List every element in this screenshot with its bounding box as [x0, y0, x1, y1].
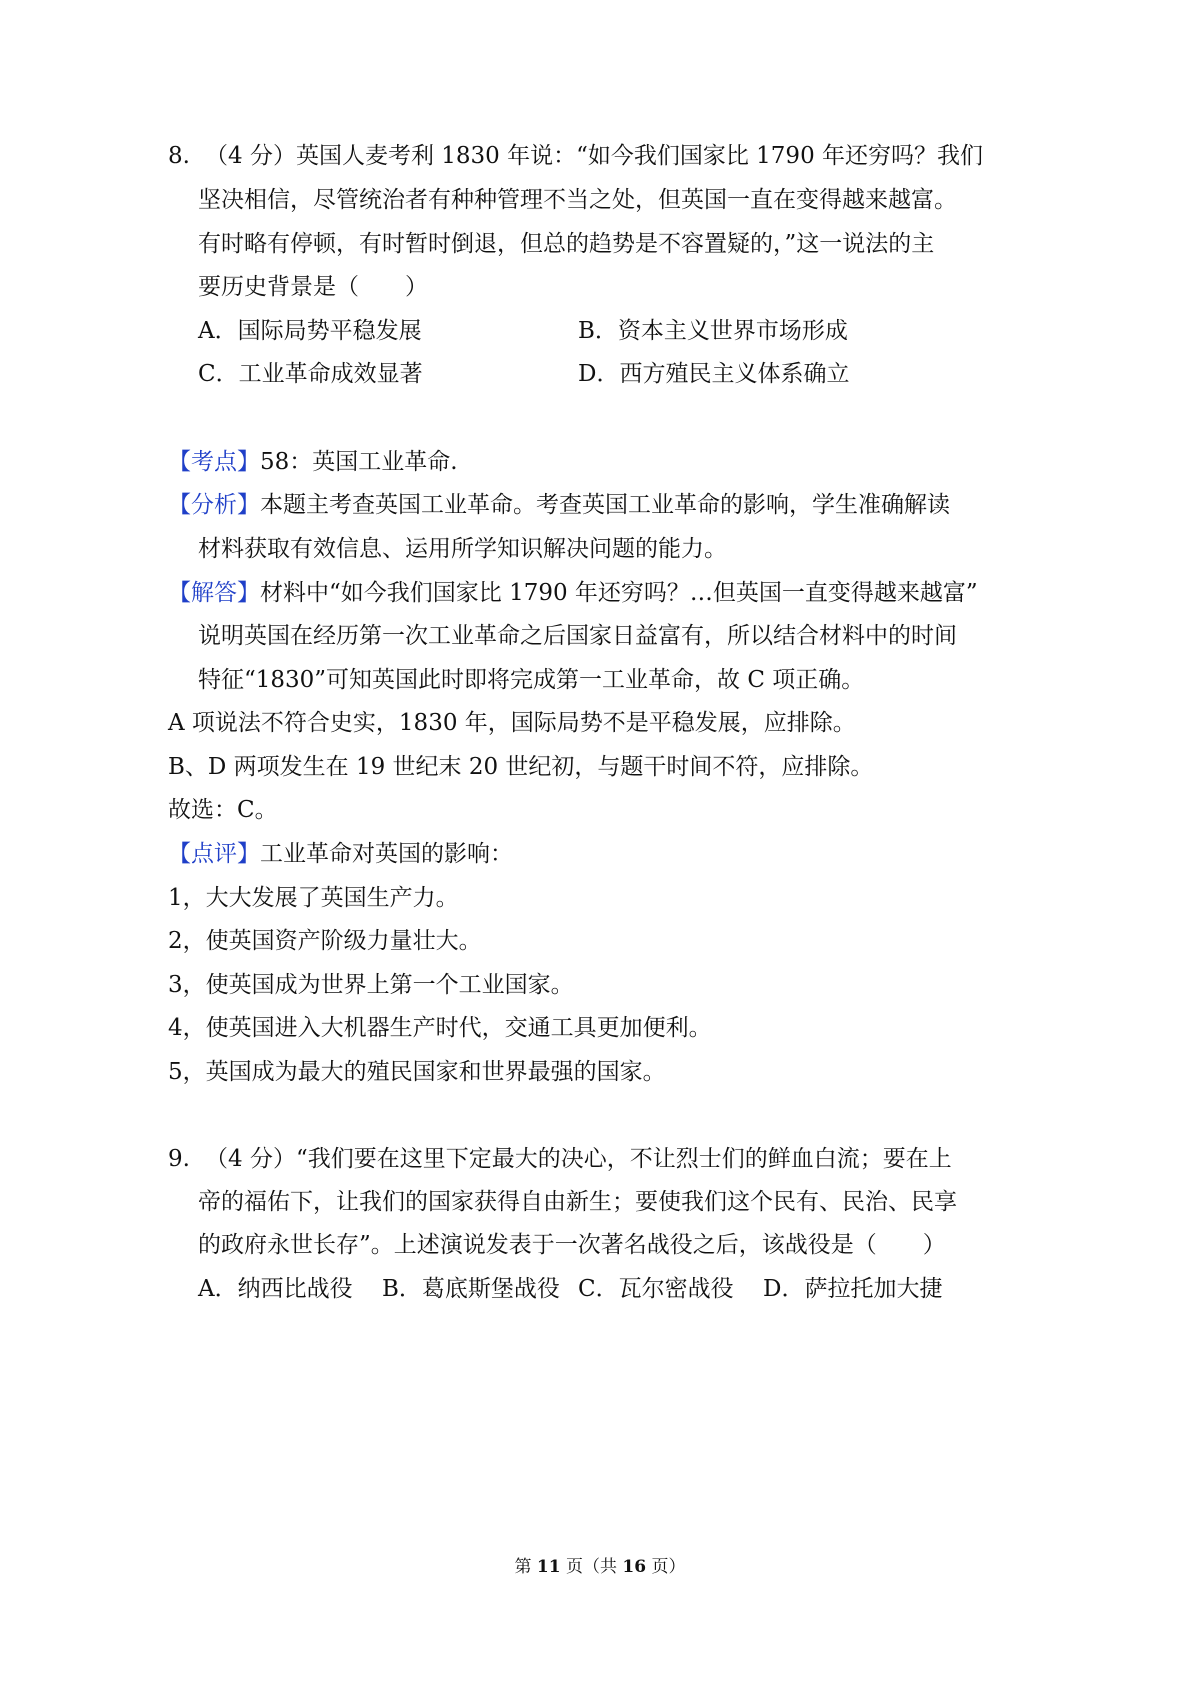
page-footer: [0, 1555, 1200, 1579]
jieda-text-2: 说明英国在经历第一次工业革命之后国家日益富有，所以结合材料中的时间: [198, 623, 957, 649]
fenxi-tag: 【分析】: [168, 492, 260, 518]
q8-option-b[interactable]: B．资本主义世界市场形成: [578, 318, 848, 344]
q9-stem-2: 帝的福佑下，让我们的国家获得自由新生；要使我们这个民有、民治、民享: [198, 1189, 957, 1215]
q8-stem-3: 有时略有停顿，有时暂时倒退，但总的趋势是不容置疑的，”这一说法的主: [198, 231, 935, 257]
q8-option-a[interactable]: A．国际局势平稳发展: [198, 318, 422, 344]
q9-option-b[interactable]: B．葛底斯堡战役: [382, 1276, 560, 1302]
q8-option-c[interactable]: C．工业革命成效显著: [198, 361, 423, 387]
q9-option-c[interactable]: C．瓦尔密战役: [578, 1276, 734, 1302]
kaodian-text: 58：英国工业革命.: [260, 449, 458, 475]
dianping-tag: 【点评】: [168, 841, 260, 867]
q9-stem-3: 的政府永世长存”。上述演说发表于一次著名战役之后，该战役是（ ）: [198, 1232, 946, 1258]
jieda-text-3: 特征“1830”可知英国此时即将完成第一工业革命，故 C 项正确。: [198, 667, 865, 693]
q9-stem-1: （4 分）“我们要在这里下定最大的决心，不让烈士们的鲜血白流；要在上: [205, 1146, 952, 1172]
q8-stem-4: 要历史背景是（ ）: [198, 274, 428, 300]
point-5-text: 5，英国成为最大的殖民国家和世界最强的国家。: [168, 1059, 666, 1085]
fenxi-text-1: 本题主考查英国工业革命。考查英国工业革命的影响，学生准确解读: [260, 492, 950, 518]
point-4-text: 4，使英国进入大机器生产时代，交通工具更加便利。: [168, 1015, 712, 1041]
q8-stem-2: 坚决相信，尽管统治者有种种管理不当之处，但英国一直在变得越来越富。: [198, 187, 957, 213]
q8-option-d[interactable]: D．西方殖民主义体系确立: [578, 361, 850, 387]
jieda-tag: 【解答】: [168, 580, 260, 606]
footer-total-pages: 16: [622, 1557, 647, 1577]
point-3-text: 3，使英国成为世界上第一个工业国家。: [168, 972, 574, 998]
q8-number: 8.: [168, 143, 190, 169]
analysis-bd-text: B、D 两项发生在 19 世纪末 20 世纪初，与题干时间不符，应排除。: [168, 754, 874, 780]
q9-option-d[interactable]: D．萨拉托加大捷: [763, 1276, 943, 1302]
jieda-text-1: 材料中“如今我们国家比 1790 年还穷吗？…但英国一直变得越来越富”: [260, 580, 978, 606]
answer-text: 故选：C。: [168, 797, 278, 823]
footer-page-number: 11: [536, 1557, 561, 1577]
dianping-text: 工业革命对英国的影响：: [260, 841, 513, 867]
footer-suffix: 页）: [646, 1557, 686, 1577]
footer-middle: 页（共: [560, 1557, 623, 1577]
q8-stem-1: （4 分）英国人麦考利 1830 年说：“如今我们国家比 1790 年还穷吗？我们: [205, 143, 984, 169]
point-2-text: 2，使英国资产阶级力量壮大。: [168, 928, 482, 954]
q9-number: 9.: [168, 1146, 190, 1172]
fenxi-text-2: 材料获取有效信息、运用所学知识解决问题的能力。: [198, 536, 727, 562]
footer-prefix: 第: [514, 1557, 537, 1577]
kaodian-tag: 【考点】: [168, 449, 260, 475]
point-1-text: 1，大大发展了英国生产力。: [168, 885, 459, 911]
analysis-a-text: A 项说法不符合史实，1830 年，国际局势不是平稳发展，应排除。: [168, 710, 856, 736]
q9-option-a[interactable]: A．纳西比战役: [198, 1276, 353, 1302]
